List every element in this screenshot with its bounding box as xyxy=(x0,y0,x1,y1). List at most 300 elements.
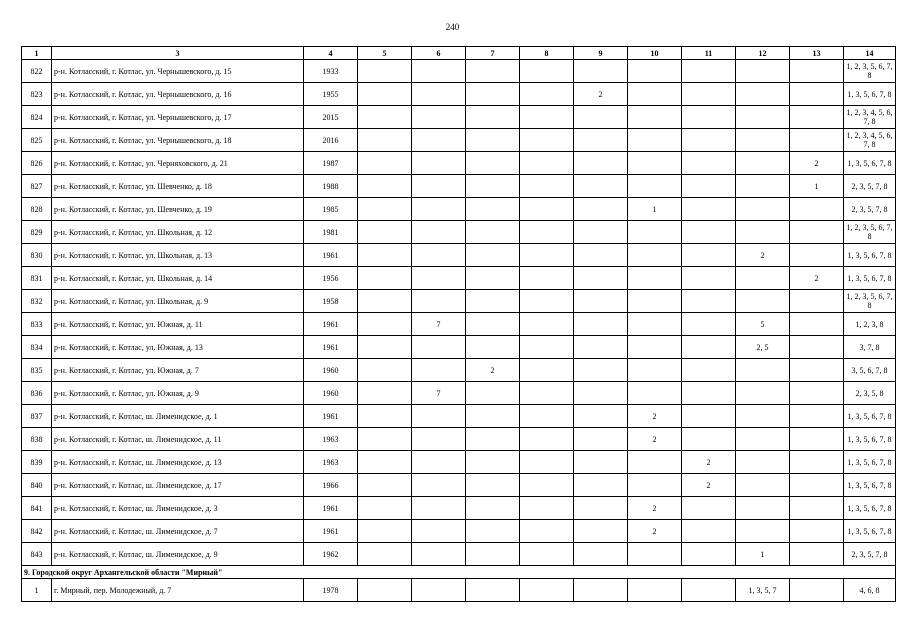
cell-year: 1961 xyxy=(304,405,358,428)
cell-addr: р-н. Котласский, г. Котлас, ул. Чернышевского, д. 17 xyxy=(52,106,304,129)
cell-c11 xyxy=(682,244,736,267)
cell-c12 xyxy=(736,175,790,198)
cell-c7 xyxy=(466,336,520,359)
table-row xyxy=(22,83,896,106)
cell-c12 xyxy=(736,290,790,313)
cell-year: 1960 xyxy=(304,359,358,382)
cell-year: 1961 xyxy=(304,336,358,359)
cell-c8 xyxy=(520,106,574,129)
cell-addr: р-н. Котласский, г. Котлас, ул. Школьная, д. 13 xyxy=(52,244,304,267)
cell-n: 836 xyxy=(22,382,52,405)
cell-c6 xyxy=(412,244,466,267)
cell-c9 xyxy=(574,290,628,313)
table-row xyxy=(22,382,896,405)
table-row xyxy=(22,428,896,451)
cell-c10 xyxy=(628,336,682,359)
cell-c5 xyxy=(358,267,412,290)
cell-addr: р-н. Котласский, г. Котлас, ул. Шевченко, д. 18 xyxy=(52,175,304,198)
cell-c5 xyxy=(358,106,412,129)
cell-n: 830 xyxy=(22,244,52,267)
cell-c5 xyxy=(358,405,412,428)
cell-c13 xyxy=(790,382,844,405)
cell-c11 xyxy=(682,336,736,359)
table-row xyxy=(22,267,896,290)
cell-c12 xyxy=(736,520,790,543)
section-title: 9. Городской округ Архангельской области "Мирный" xyxy=(22,566,896,579)
cell-c7 xyxy=(466,290,520,313)
cell-c5 xyxy=(358,520,412,543)
cell-c6 xyxy=(412,405,466,428)
cell-c8 xyxy=(520,543,574,566)
cell-c10 xyxy=(628,60,682,83)
cell-c14: 1, 3, 5, 6, 7, 8 xyxy=(844,152,896,175)
table-row xyxy=(22,497,896,520)
cell-c6 xyxy=(412,221,466,244)
cell-c9 xyxy=(574,359,628,382)
cell-c8 xyxy=(520,451,574,474)
cell-addr: р-н. Котласский, г. Котлас, ул. Школьная, д. 12 xyxy=(52,221,304,244)
cell-c9 xyxy=(574,543,628,566)
cell-year: 1961 xyxy=(304,244,358,267)
cell-c11 xyxy=(682,497,736,520)
cell-addr: р-н. Котласский, г. Котлас, ул. Южная, д. 13 xyxy=(52,336,304,359)
cell-c12 xyxy=(736,382,790,405)
cell-c8 xyxy=(520,198,574,221)
cell-addr: р-н. Котласский, г. Котлас, ш. Лименидское, д. 9 xyxy=(52,543,304,566)
cell-c6: 7 xyxy=(412,313,466,336)
cell-c9 xyxy=(574,129,628,152)
cell-c11: 2 xyxy=(682,451,736,474)
cell-c9 xyxy=(574,221,628,244)
cell-c5 xyxy=(358,451,412,474)
cell-c7 xyxy=(466,451,520,474)
cell-c8 xyxy=(520,175,574,198)
cell-n: 1 xyxy=(22,579,52,602)
column-header: 10 xyxy=(628,47,682,60)
cell-c13 xyxy=(790,106,844,129)
cell-c6 xyxy=(412,336,466,359)
cell-c10: 2 xyxy=(628,520,682,543)
cell-c13 xyxy=(790,313,844,336)
cell-c8 xyxy=(520,152,574,175)
table-row xyxy=(22,290,896,313)
cell-c9 xyxy=(574,451,628,474)
cell-year: 1960 xyxy=(304,382,358,405)
table-row xyxy=(22,244,896,267)
cell-c6 xyxy=(412,520,466,543)
cell-n: 826 xyxy=(22,152,52,175)
cell-c14: 1, 3, 5, 6, 7, 8 xyxy=(844,267,896,290)
cell-c10: 2 xyxy=(628,405,682,428)
cell-c12 xyxy=(736,83,790,106)
cell-c11 xyxy=(682,83,736,106)
cell-n: 832 xyxy=(22,290,52,313)
cell-n: 835 xyxy=(22,359,52,382)
cell-c7 xyxy=(466,244,520,267)
cell-c13 xyxy=(790,405,844,428)
cell-c10 xyxy=(628,359,682,382)
cell-year: 1981 xyxy=(304,221,358,244)
cell-c5 xyxy=(358,497,412,520)
cell-c13 xyxy=(790,474,844,497)
cell-c9 xyxy=(574,579,628,602)
cell-c12: 2 xyxy=(736,244,790,267)
column-header: 12 xyxy=(736,47,790,60)
cell-c7 xyxy=(466,474,520,497)
cell-c8 xyxy=(520,290,574,313)
cell-c6 xyxy=(412,175,466,198)
table-row xyxy=(22,474,896,497)
cell-c12 xyxy=(736,497,790,520)
cell-c7 xyxy=(466,221,520,244)
cell-c9 xyxy=(574,175,628,198)
column-header: 3 xyxy=(52,47,304,60)
cell-c10 xyxy=(628,106,682,129)
cell-c6 xyxy=(412,152,466,175)
cell-n: 822 xyxy=(22,60,52,83)
cell-c6 xyxy=(412,83,466,106)
table-row xyxy=(22,221,896,244)
cell-c5 xyxy=(358,152,412,175)
cell-addr: р-н. Котласский, г. Котлас, ул. Школьная, д. 9 xyxy=(52,290,304,313)
cell-c14: 3, 7, 8 xyxy=(844,336,896,359)
cell-c14: 2, 3, 5, 7, 8 xyxy=(844,175,896,198)
cell-c10 xyxy=(628,267,682,290)
cell-c10: 2 xyxy=(628,497,682,520)
cell-c9 xyxy=(574,520,628,543)
cell-year: 1961 xyxy=(304,313,358,336)
cell-c9: 2 xyxy=(574,83,628,106)
cell-addr: г. Мирный, пер. Молодежный, д. 7 xyxy=(52,579,304,602)
cell-c11 xyxy=(682,221,736,244)
cell-year: 1961 xyxy=(304,520,358,543)
cell-c11 xyxy=(682,543,736,566)
cell-c14: 2, 3, 5, 7, 8 xyxy=(844,543,896,566)
cell-c9 xyxy=(574,313,628,336)
cell-c7 xyxy=(466,579,520,602)
cell-addr: р-н. Котласский, г. Котлас, ш. Лименидское, д. 17 xyxy=(52,474,304,497)
cell-c6 xyxy=(412,497,466,520)
cell-c12 xyxy=(736,474,790,497)
cell-year: 1988 xyxy=(304,175,358,198)
cell-year: 1956 xyxy=(304,267,358,290)
cell-c7 xyxy=(466,83,520,106)
cell-c8 xyxy=(520,83,574,106)
cell-c7 xyxy=(466,198,520,221)
cell-c9 xyxy=(574,474,628,497)
table-row xyxy=(22,152,896,175)
cell-c14: 1, 3, 5, 6, 7, 8 xyxy=(844,405,896,428)
cell-year: 1958 xyxy=(304,290,358,313)
cell-c14: 1, 3, 5, 6, 7, 8 xyxy=(844,244,896,267)
cell-c5 xyxy=(358,428,412,451)
cell-c14: 2, 3, 5, 7, 8 xyxy=(844,198,896,221)
cell-c10 xyxy=(628,474,682,497)
cell-c9 xyxy=(574,497,628,520)
cell-year: 1987 xyxy=(304,152,358,175)
cell-c9 xyxy=(574,336,628,359)
cell-c6: 7 xyxy=(412,382,466,405)
cell-c5 xyxy=(358,198,412,221)
section-row xyxy=(22,566,896,579)
cell-year: 2016 xyxy=(304,129,358,152)
cell-c5 xyxy=(358,336,412,359)
cell-n: 843 xyxy=(22,543,52,566)
cell-c9 xyxy=(574,198,628,221)
cell-c10 xyxy=(628,290,682,313)
cell-c5 xyxy=(358,474,412,497)
column-header: 6 xyxy=(412,47,466,60)
cell-c13 xyxy=(790,129,844,152)
table-row xyxy=(22,198,896,221)
cell-year: 1963 xyxy=(304,451,358,474)
cell-c5 xyxy=(358,543,412,566)
table-row xyxy=(22,175,896,198)
cell-c11 xyxy=(682,520,736,543)
cell-addr: р-н. Котласский, г. Котлас, ул. Чернышевского, д. 15 xyxy=(52,60,304,83)
cell-addr: р-н. Котласский, г. Котлас, ул. Школьная, д. 14 xyxy=(52,267,304,290)
cell-c10 xyxy=(628,579,682,602)
cell-c5 xyxy=(358,579,412,602)
cell-c7 xyxy=(466,405,520,428)
cell-c7 xyxy=(466,428,520,451)
cell-c12 xyxy=(736,152,790,175)
cell-c8 xyxy=(520,60,574,83)
cell-c8 xyxy=(520,267,574,290)
cell-c5 xyxy=(358,83,412,106)
cell-c12 xyxy=(736,198,790,221)
cell-c13 xyxy=(790,290,844,313)
cell-c5 xyxy=(358,290,412,313)
cell-c7 xyxy=(466,175,520,198)
cell-n: 825 xyxy=(22,129,52,152)
cell-n: 833 xyxy=(22,313,52,336)
cell-c13 xyxy=(790,359,844,382)
cell-c11 xyxy=(682,579,736,602)
cell-n: 842 xyxy=(22,520,52,543)
cell-addr: р-н. Котласский, г. Котлас, ш. Лименидское, д. 11 xyxy=(52,428,304,451)
cell-year: 1955 xyxy=(304,83,358,106)
cell-c14: 4, 6, 8 xyxy=(844,579,896,602)
cell-c14: 2, 3, 5, 8 xyxy=(844,382,896,405)
cell-c13: 2 xyxy=(790,152,844,175)
cell-c12 xyxy=(736,106,790,129)
cell-c11 xyxy=(682,428,736,451)
cell-c8 xyxy=(520,405,574,428)
cell-year: 1985 xyxy=(304,198,358,221)
cell-c8 xyxy=(520,313,574,336)
cell-addr: р-н. Котласский, г. Котлас, ул. Чернышевского, д. 18 xyxy=(52,129,304,152)
cell-c8 xyxy=(520,474,574,497)
cell-c8 xyxy=(520,579,574,602)
cell-c10 xyxy=(628,129,682,152)
table-row xyxy=(22,359,896,382)
cell-c12 xyxy=(736,129,790,152)
cell-year: 1933 xyxy=(304,60,358,83)
table-row xyxy=(22,106,896,129)
cell-c6 xyxy=(412,198,466,221)
cell-c12: 5 xyxy=(736,313,790,336)
cell-c7 xyxy=(466,60,520,83)
cell-addr: р-н. Котласский, г. Котлас, ш. Лименидское, д. 7 xyxy=(52,520,304,543)
cell-c14: 1, 3, 5, 6, 7, 8 xyxy=(844,428,896,451)
cell-c11 xyxy=(682,175,736,198)
cell-c8 xyxy=(520,382,574,405)
cell-c11 xyxy=(682,60,736,83)
cell-n: 841 xyxy=(22,497,52,520)
cell-year: 1961 xyxy=(304,497,358,520)
column-header: 14 xyxy=(844,47,896,60)
cell-c8 xyxy=(520,336,574,359)
cell-c11 xyxy=(682,152,736,175)
cell-year: 1963 xyxy=(304,428,358,451)
cell-n: 840 xyxy=(22,474,52,497)
table-row xyxy=(22,60,896,83)
cell-c9 xyxy=(574,244,628,267)
cell-n: 823 xyxy=(22,83,52,106)
cell-c13 xyxy=(790,579,844,602)
cell-n: 828 xyxy=(22,198,52,221)
cell-c9 xyxy=(574,428,628,451)
cell-c12 xyxy=(736,359,790,382)
cell-n: 837 xyxy=(22,405,52,428)
column-header: 11 xyxy=(682,47,736,60)
cell-c5 xyxy=(358,313,412,336)
cell-c12 xyxy=(736,267,790,290)
cell-c14: 1, 2, 3, 4, 5, 6, 7, 8 xyxy=(844,129,896,152)
cell-c13: 2 xyxy=(790,267,844,290)
cell-c10 xyxy=(628,451,682,474)
cell-c12 xyxy=(736,60,790,83)
cell-c9 xyxy=(574,152,628,175)
cell-c6 xyxy=(412,359,466,382)
cell-c14: 3, 5, 6, 7, 8 xyxy=(844,359,896,382)
table-row xyxy=(22,336,896,359)
cell-c11 xyxy=(682,106,736,129)
cell-c5 xyxy=(358,175,412,198)
column-header: 5 xyxy=(358,47,412,60)
cell-c12: 2, 5 xyxy=(736,336,790,359)
table-row xyxy=(22,405,896,428)
cell-c12 xyxy=(736,451,790,474)
cell-c12: 1 xyxy=(736,543,790,566)
cell-c13 xyxy=(790,221,844,244)
cell-c14: 1, 3, 5, 6, 7, 8 xyxy=(844,474,896,497)
cell-c14: 1, 2, 3, 5, 6, 7, 8 xyxy=(844,60,896,83)
cell-c6 xyxy=(412,451,466,474)
cell-c11 xyxy=(682,359,736,382)
cell-c6 xyxy=(412,290,466,313)
cell-year: 2015 xyxy=(304,106,358,129)
cell-c10 xyxy=(628,382,682,405)
cell-c12 xyxy=(736,221,790,244)
cell-c6 xyxy=(412,129,466,152)
cell-c14: 1, 3, 5, 6, 7, 8 xyxy=(844,83,896,106)
cell-c6 xyxy=(412,543,466,566)
cell-c8 xyxy=(520,359,574,382)
cell-c6 xyxy=(412,579,466,602)
header-row xyxy=(22,47,896,60)
cell-c7 xyxy=(466,520,520,543)
cell-c14: 1, 2, 3, 4, 5, 6, 7, 8 xyxy=(844,106,896,129)
cell-n: 834 xyxy=(22,336,52,359)
column-header: 1 xyxy=(22,47,52,60)
cell-c11 xyxy=(682,405,736,428)
cell-c13 xyxy=(790,336,844,359)
cell-addr: р-н. Котласский, г. Котлас, ул. Южная, д. 11 xyxy=(52,313,304,336)
cell-year: 1966 xyxy=(304,474,358,497)
cell-c10 xyxy=(628,313,682,336)
cell-c13 xyxy=(790,244,844,267)
cell-n: 838 xyxy=(22,428,52,451)
cell-c11 xyxy=(682,382,736,405)
cell-c5 xyxy=(358,221,412,244)
column-header: 7 xyxy=(466,47,520,60)
cell-c11 xyxy=(682,129,736,152)
cell-c13 xyxy=(790,198,844,221)
cell-n: 827 xyxy=(22,175,52,198)
cell-c13 xyxy=(790,497,844,520)
cell-addr: р-н. Котласский, г. Котлас, ш. Лименидское, д. 13 xyxy=(52,451,304,474)
cell-c11 xyxy=(682,290,736,313)
cell-c10 xyxy=(628,175,682,198)
cell-n: 831 xyxy=(22,267,52,290)
cell-c8 xyxy=(520,221,574,244)
cell-c10 xyxy=(628,221,682,244)
cell-c7 xyxy=(466,129,520,152)
cell-c7 xyxy=(466,382,520,405)
column-header: 13 xyxy=(790,47,844,60)
column-header: 9 xyxy=(574,47,628,60)
cell-n: 839 xyxy=(22,451,52,474)
cell-c7 xyxy=(466,543,520,566)
cell-c8 xyxy=(520,244,574,267)
column-header: 4 xyxy=(304,47,358,60)
cell-c10 xyxy=(628,152,682,175)
cell-c10: 2 xyxy=(628,428,682,451)
cell-addr: р-н. Котласский, г. Котлас, ул. Черняховского, д. 21 xyxy=(52,152,304,175)
cell-c7 xyxy=(466,152,520,175)
cell-c5 xyxy=(358,359,412,382)
cell-c13: 1 xyxy=(790,175,844,198)
cell-c8 xyxy=(520,497,574,520)
cell-c9 xyxy=(574,267,628,290)
page-number: 240 xyxy=(445,22,460,32)
cell-c14: 1, 2, 3, 5, 6, 7, 8 xyxy=(844,221,896,244)
cell-c13 xyxy=(790,451,844,474)
cell-c6 xyxy=(412,267,466,290)
cell-c8 xyxy=(520,129,574,152)
cell-n: 829 xyxy=(22,221,52,244)
table-row xyxy=(22,313,896,336)
cell-c5 xyxy=(358,244,412,267)
cell-c14: 1, 3, 5, 6, 7, 8 xyxy=(844,497,896,520)
table-row xyxy=(22,129,896,152)
cell-c13 xyxy=(790,428,844,451)
cell-year: 1978 xyxy=(304,579,358,602)
cell-c6 xyxy=(412,106,466,129)
cell-c6 xyxy=(412,60,466,83)
cell-c10 xyxy=(628,83,682,106)
cell-c12 xyxy=(736,405,790,428)
cell-c7 xyxy=(466,267,520,290)
cell-addr: р-н. Котласский, г. Котлас, ул. Шевченко, д. 19 xyxy=(52,198,304,221)
cell-c10 xyxy=(628,543,682,566)
cell-c10: 1 xyxy=(628,198,682,221)
cell-c11 xyxy=(682,313,736,336)
table-row xyxy=(22,579,896,602)
cell-c11: 2 xyxy=(682,474,736,497)
